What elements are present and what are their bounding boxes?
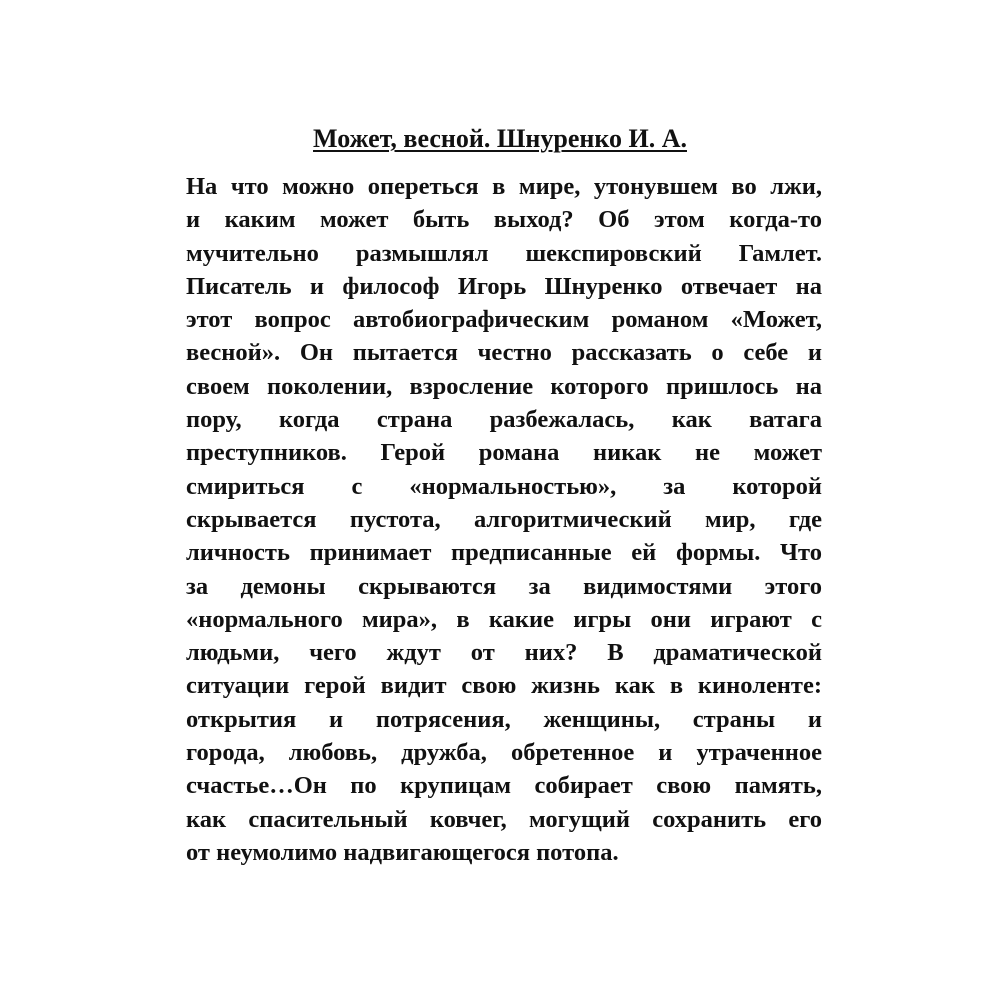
- text-line: людьми, чего ждут от них? В драматической: [186, 639, 822, 667]
- text-line: смириться с «нормальностью», за которой: [186, 472, 822, 500]
- text-line: от неумолимо надвигающегося потопа.: [186, 838, 619, 866]
- text-line: скрывается пустота, алгоритмический мир, где: [186, 505, 822, 533]
- document-title-text: Может, весной. Шнуренко И. А.: [313, 124, 687, 153]
- text-line: этот вопрос автобиографическим романом «Может,: [186, 306, 822, 334]
- text-line: личность принимает предписанные ей формы. Что: [186, 539, 822, 567]
- text-line: Писатель и философ Игорь Шнуренко отвечает на: [186, 272, 822, 300]
- text-line: за демоны скрываются за видимостями этого: [186, 572, 822, 600]
- text-line: счастье…Он по крупицам собирает свою память,: [186, 772, 822, 800]
- text-line: весной». Он пытается честно рассказать о себе и: [186, 339, 822, 367]
- text-line: своем поколении, взросление которого пришлось на: [186, 372, 822, 400]
- text-line: ситуации герой видит свою жизнь как в киноленте:: [186, 672, 822, 700]
- text-line: и каким может быть выход? Об этом когда-то: [186, 206, 822, 234]
- document-body: [186, 170, 822, 869]
- text-line: мучительно размышлял шекспировский Гамлет.: [186, 239, 822, 267]
- document-title: [0, 124, 1000, 154]
- text-line: «нормального мира», в какие игры они играют с: [186, 605, 822, 633]
- text-line: как спасительный ковчег, могущий сохранить его: [186, 805, 822, 833]
- text-line: преступников. Герой романа никак не может: [186, 439, 822, 467]
- text-line: пору, когда страна разбежалась, как ватага: [186, 406, 822, 434]
- text-line: города, любовь, дружба, обретенное и утраченное: [186, 739, 822, 767]
- text-line: На что можно опереться в мире, утонувшем во лжи,: [186, 173, 822, 200]
- text-line: открытия и потрясения, женщины, страны и: [186, 705, 822, 733]
